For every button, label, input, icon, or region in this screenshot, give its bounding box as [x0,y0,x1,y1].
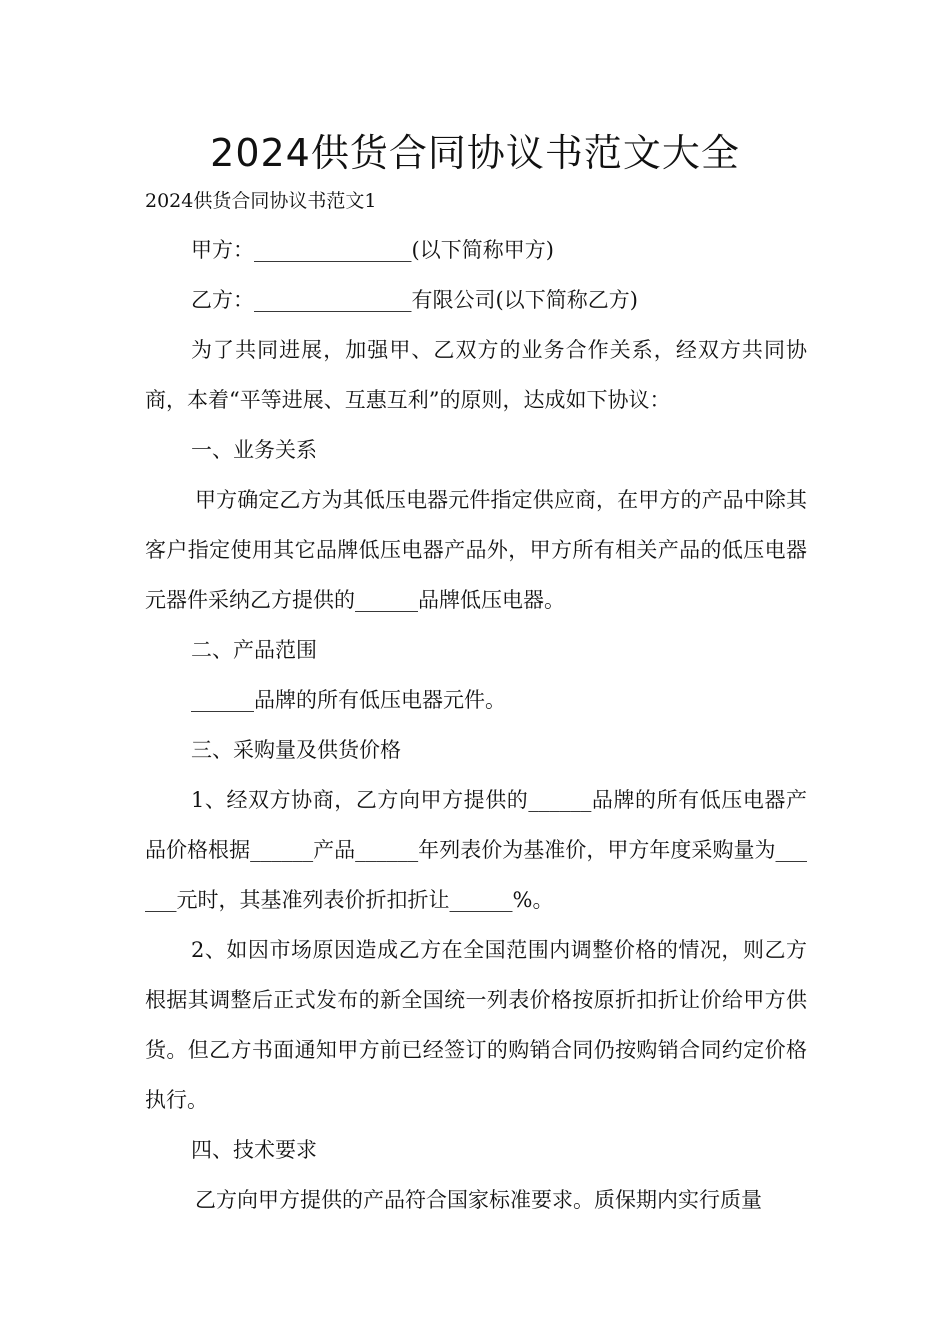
pricing-clause-2: 2、如因市场原因造成乙方在全国范围内调整价格的情况，则乙方根据其调整后正式发布的新全国统一列表价格按原折扣折让价给甲方供货。但乙方书面通知甲方前已经签订的购销合同仍按购销合同约定价格执行。 [145,938,807,1112]
party-b-line: 乙方：_______________有限公司(以下简称乙方) [191,288,638,312]
products-paragraph: ______品牌的所有低压电器元件。 [191,688,506,712]
party-a-line: 甲方：_______________(以下简称甲方) [191,238,554,262]
section-heading-pricing: 三、采购量及供货价格 [191,738,401,762]
section-heading-products: 二、产品范围 [191,638,317,662]
pricing-clause-1: 1、经双方协商，乙方向甲方提供的______品牌的所有低压电器产品价格根据______产品______年列表价为基准价，甲方年度采购量为______元时，其基准列表价折扣折让______%。 [145,788,807,912]
section-heading-technical: 四、技术要求 [191,1138,317,1162]
preamble-paragraph: 为了共同进展，加强甲、乙双方的业务合作关系，经双方共同协商，本着“平等进展、互惠互利”的原则，达成如下协议： [145,338,807,412]
document-subtitle: 2024供货合同协议书范文1 [145,190,377,212]
section-heading-business: 一、业务关系 [191,438,317,462]
document-title: 2024供货合同协议书范文大全 [210,131,740,175]
document-body [145,225,807,1225]
technical-paragraph: 乙方向甲方提供的产品符合国家标准要求。质保期内实行质量 [195,1188,762,1212]
business-paragraph: 甲方确定乙方为其低压电器元件指定供应商，在甲方的产品中除其客户指定使用其它品牌低压电器产品外，甲方所有相关产品的低压电器元器件采纳乙方提供的______品牌低压电器。 [145,488,807,612]
